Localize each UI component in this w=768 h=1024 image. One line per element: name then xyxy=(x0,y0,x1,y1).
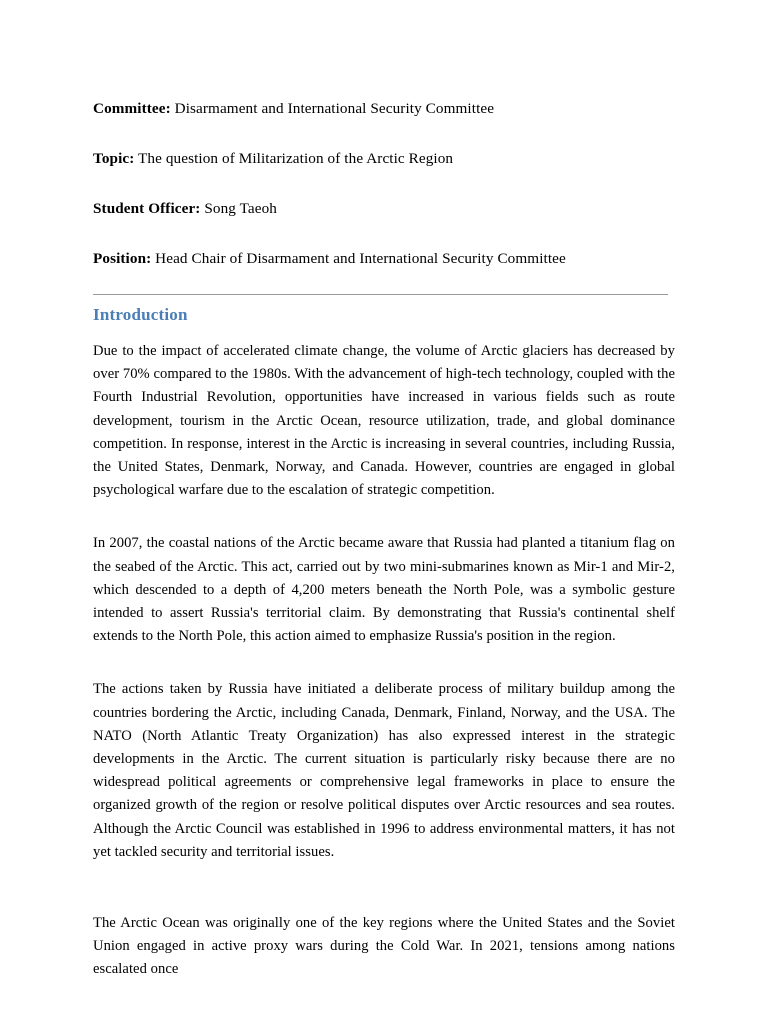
section-heading-introduction: Introduction xyxy=(93,305,188,324)
metadata-value-student-officer: Song Taeoh xyxy=(200,200,278,217)
page-content xyxy=(93,0,675,982)
introduction-section-header xyxy=(93,294,675,326)
metadata-row-topic xyxy=(93,149,675,169)
metadata-value-committee: Disarmament and International Security Committee xyxy=(170,100,495,117)
metadata-label-topic: Topic: xyxy=(93,150,135,167)
metadata-value-topic: The question of Militarization of the Arctic Region xyxy=(134,150,454,167)
paragraph-4: The Arctic Ocean was originally one of the key regions where the United States and the Soviet Union engaged in active proxy wars during the Cold War. In 2021, tensions among nations escalated once xyxy=(93,915,675,978)
paragraph-2: In 2007, the coastal nations of the Arctic became aware that Russia had planted a titanium flag on the seabed of the Arctic. This act, carried out by two mini-submarines known as Mir-1 and Mir-2, which descended to a depth of 4,200 meters beneath the North Pole, was a symbolic gesture intended to assert Russia's territorial claim. By demonstrating that Russia's continental shelf extends to the North Pole, this action aimed to emphasize Russia's position in the region. xyxy=(93,535,675,645)
paragraph-1: Due to the impact of accelerated climate change, the volume of Arctic glaciers has decreased by over 70% compared to the 1980s. With the advancement of high-tech technology, coupled with the Fourth Industrial Revolution, opportunities have increased in various fields such as route development, tourism in the Arctic Ocean, resource utilization, trade, and global dominance competition. In response, interest in the Arctic is increasing in several countries, including Russia, the United States, Denmark, Norway, and Canada. However, countries are engaged in global psychological warfare due to the escalation of strategic competition. xyxy=(93,343,675,499)
section-divider-rule xyxy=(93,294,668,295)
paragraph-3: The actions taken by Russia have initiated a deliberate process of military buildup among the countries bordering the Arctic, including Canada, Denmark, Finland, Norway, and the USA. The NATO (North Atlantic Treaty Organization) has also expressed interest in the strategic developments in the Arctic. The current situation is particularly risky because there are no widespread political agreements or comprehensive legal frameworks in place to ensure the organized growth of the region or resolve political disputes over Arctic resources and sea routes. Although the Arctic Council was established in 1996 to address environmental matters, it has not yet tackled security and territorial issues. xyxy=(93,681,675,860)
metadata-row-student-officer xyxy=(93,199,675,219)
metadata-row-committee xyxy=(93,99,675,119)
metadata-row-position xyxy=(93,249,675,269)
metadata-label-student-officer: Student Officer: xyxy=(93,200,201,217)
metadata-value-position: Head Chair of Disarmament and International Security Committee xyxy=(151,250,566,267)
body-text-block xyxy=(93,340,675,982)
metadata-label-committee: Committee: xyxy=(93,100,171,117)
header-metadata-block xyxy=(93,0,675,269)
metadata-label-position: Position: xyxy=(93,250,152,267)
